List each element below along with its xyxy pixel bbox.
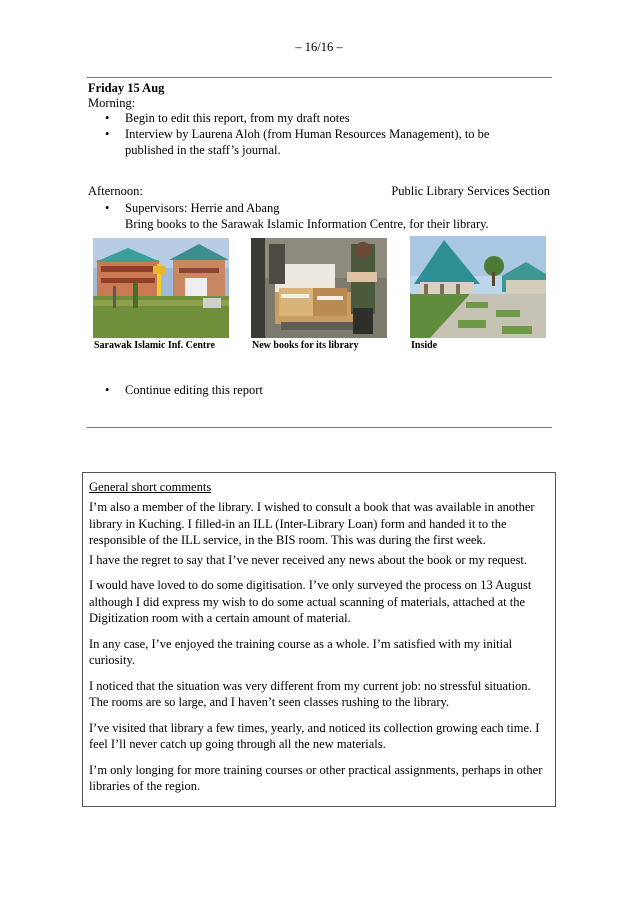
afternoon-item-line2: Bring books to the Sarawak Islamic Information Centre, for their library. bbox=[125, 217, 489, 231]
comment-paragraph-4: In any case, I’ve enjoyed the training course as a whole. I’m satisfied with my initial curiosity. bbox=[89, 636, 513, 667]
bottom-divider bbox=[87, 427, 552, 428]
comments-box bbox=[82, 472, 556, 807]
islamic-centre-photo-graphic bbox=[93, 238, 229, 338]
photo-inside bbox=[410, 236, 546, 338]
top-divider bbox=[87, 77, 552, 78]
morning-item-2: • Interview by Laurena Aloh (from Human Resources Management), to be published in the staff’s journal. bbox=[88, 126, 528, 158]
caption-islamic-centre: Sarawak Islamic Inf. Centre bbox=[94, 340, 215, 351]
day-heading: Friday 15 Aug bbox=[88, 81, 165, 95]
afternoon-list bbox=[88, 200, 558, 232]
caption-inside: Inside bbox=[411, 340, 438, 351]
afternoon-item-line1: Supervisors: Herrie and Abang bbox=[125, 201, 280, 215]
comment-paragraph-7: I’m only longing for more training courses or other practical assignments, perhaps in other libraries of the region. bbox=[89, 762, 543, 793]
photo-new-books bbox=[251, 238, 387, 338]
afternoon-item bbox=[88, 200, 558, 232]
photo-islamic-centre bbox=[93, 238, 229, 338]
morning-list bbox=[88, 110, 528, 158]
comments-title: General short comments bbox=[89, 480, 212, 494]
comment-paragraph-3: I would have loved to do some digitisation. I’ve only surveyed the process on 13 August although I did express my wish to do some actual scanning of materials, attached at the Digitization room with a certain amount of material. bbox=[89, 578, 532, 625]
final-item: • Continue editing this report bbox=[88, 382, 528, 398]
page-number: – 16/16 – bbox=[295, 40, 343, 54]
comment-paragraph-1: I’m also a member of the library. I wished to consult a book that was available in another library in Kuching. I filled-in an ILL (Inter-Library Loan) form and handed it to the responsible of the ILL service, in the BIS room. This was during the first week. bbox=[89, 500, 535, 547]
new-books-photo-graphic bbox=[251, 238, 387, 338]
morning-label: Morning: bbox=[88, 96, 136, 110]
morning-item-1: • Begin to edit this report, from my draft notes bbox=[88, 110, 528, 126]
afternoon-label: Afternoon: bbox=[88, 184, 143, 198]
comment-paragraph-5: I noticed that the situation was very different from my current job: no stressful situation. The rooms are so large, and I haven’t seen classes rushing to the library. bbox=[89, 678, 531, 709]
inside-photo-graphic bbox=[410, 236, 546, 338]
comment-paragraph-2: I have the regret to say that I’ve never received any news about the book or my request. bbox=[89, 552, 528, 567]
comment-paragraph-6: I’ve visited that library a few times, yearly, and noticed its collection growing each time. I feel I’ll never catch up going through all the new materials. bbox=[89, 720, 540, 751]
caption-new-books: New books for its library bbox=[252, 340, 359, 351]
final-list bbox=[88, 382, 528, 398]
afternoon-section: Public Library Services Section bbox=[391, 184, 550, 198]
